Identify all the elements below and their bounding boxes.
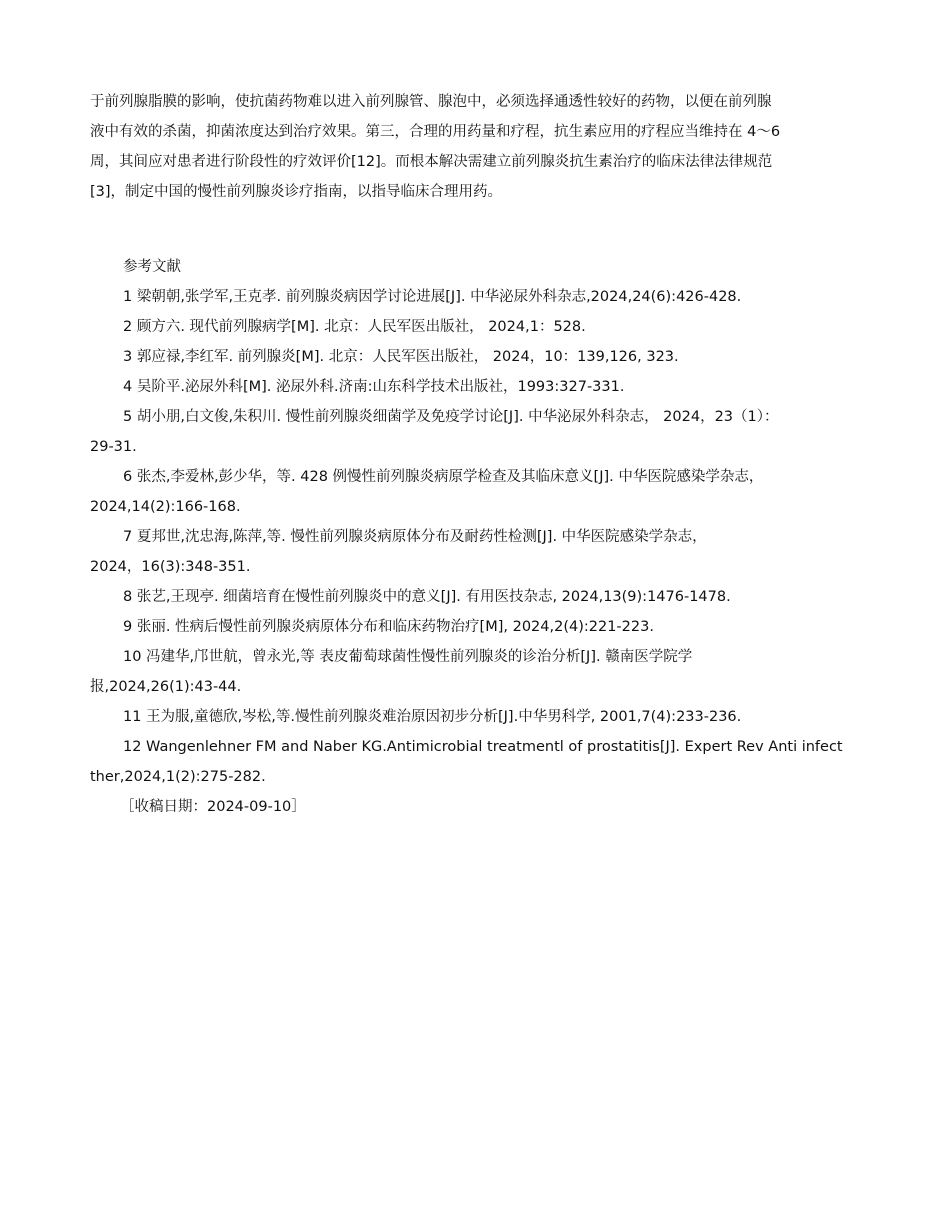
document-page: [90, 87, 850, 822]
reference-line: 12 Wangenlehner FM and Naber KG.Antimicrobial treatmentl of prostatitis[J]. Expert Rev Anti infect: [123, 739, 843, 755]
paragraph-line: [3]，制定中国的慢性前列腺炎诊疗指南，以指导临床合理用药。: [90, 184, 503, 200]
reference-item: [90, 702, 850, 732]
paragraph-line: 于前列腺脂膜的影响，使抗菌药物难以进入前列腺管、腺泡中，必须选择通透性较好的药物，以便在前列腺: [90, 94, 772, 110]
paragraph-line: 液中有效的杀菌，抑菌浓度达到治疗效果。第三，合理的用药量和疗程，抗生素应用的疗程应当维持在 4～6: [90, 124, 781, 140]
reference-list: [90, 282, 850, 792]
reference-line: 8 张艺,王现亭. 细菌培育在慢性前列腺炎中的意义[J]. 有用医技杂志, 2024,13(9):1476-1478.: [123, 589, 731, 605]
reference-item: [90, 732, 850, 792]
reference-line: 报,2024,26(1):43-44.: [90, 679, 242, 695]
received-date: ［收稿日期：2024-09-10］: [120, 799, 306, 815]
reference-item: [90, 522, 850, 582]
reference-line: 2 顾方六. 现代前列腺病学[M]. 北京：人民军医出版社， 2024,1：528.: [123, 319, 586, 335]
reference-item: [90, 312, 850, 342]
reference-line: 1 梁朝朝,张学军,王克孝. 前列腺炎病因学讨论进展[J]. 中华泌尿外科杂志,2024,24(6):426-428.: [123, 289, 742, 305]
reference-line: 4 吴阶平.泌尿外科[M]. 泌尿外科.济南:山东科学技术出版社，1993:327-331.: [123, 379, 625, 395]
references-title: 参考文献: [123, 259, 181, 275]
reference-item: [90, 582, 850, 612]
reference-line: 2024，16(3):348-351.: [90, 559, 251, 575]
reference-item: [90, 372, 850, 402]
reference-line: 2024,14(2):166-168.: [90, 499, 241, 515]
reference-line: 5 胡小朋,白文俊,朱积川. 慢性前列腺炎细菌学及免疫学讨论[J]. 中华泌尿外科杂志， 2024，23（1）：: [123, 409, 779, 425]
reference-line: 7 夏邦世,沈忠海,陈萍,等. 慢性前列腺炎病原体分布及耐药性检测[J]. 中华医院感染学杂志，: [123, 529, 707, 545]
reference-item: [90, 402, 850, 462]
reference-item: [90, 342, 850, 372]
reference-line: 9 张丽. 性病后慢性前列腺炎病原体分布和临床药物治疗[M], 2024,2(4):221-223.: [123, 619, 654, 635]
reference-item: [90, 462, 850, 522]
reference-line: 29-31.: [90, 439, 137, 455]
body-paragraph: [90, 87, 850, 207]
reference-line: 10 冯建华,邝世航，曾永光,等 表皮葡萄球菌性慢性前列腺炎的诊治分析[J]. 赣南医学院学: [123, 649, 693, 665]
reference-item: [90, 642, 850, 702]
reference-line: ther,2024,1(2):275-282.: [90, 769, 266, 785]
paragraph-line: 周，其间应对患者进行阶段性的疗效评价[12]。而根本解决需建立前列腺炎抗生素治疗的临床法律法律规范: [90, 154, 773, 170]
reference-item: [90, 612, 850, 642]
reference-line: 11 王为服,童德欣,岑松,等.慢性前列腺炎难治原因初步分析[J].中华男科学, 2001,7(4):233-236.: [123, 709, 742, 725]
reference-item: [90, 282, 850, 312]
reference-line: 6 张杰,李爱林,彭少华，等. 428 例慢性前列腺炎病原学检查及其临床意义[J]. 中华医院感染学杂志，: [123, 469, 764, 485]
reference-line: 3 郭应禄,李红军. 前列腺炎[M]. 北京：人民军医出版社， 2024，10：139,126, 323.: [123, 349, 679, 365]
